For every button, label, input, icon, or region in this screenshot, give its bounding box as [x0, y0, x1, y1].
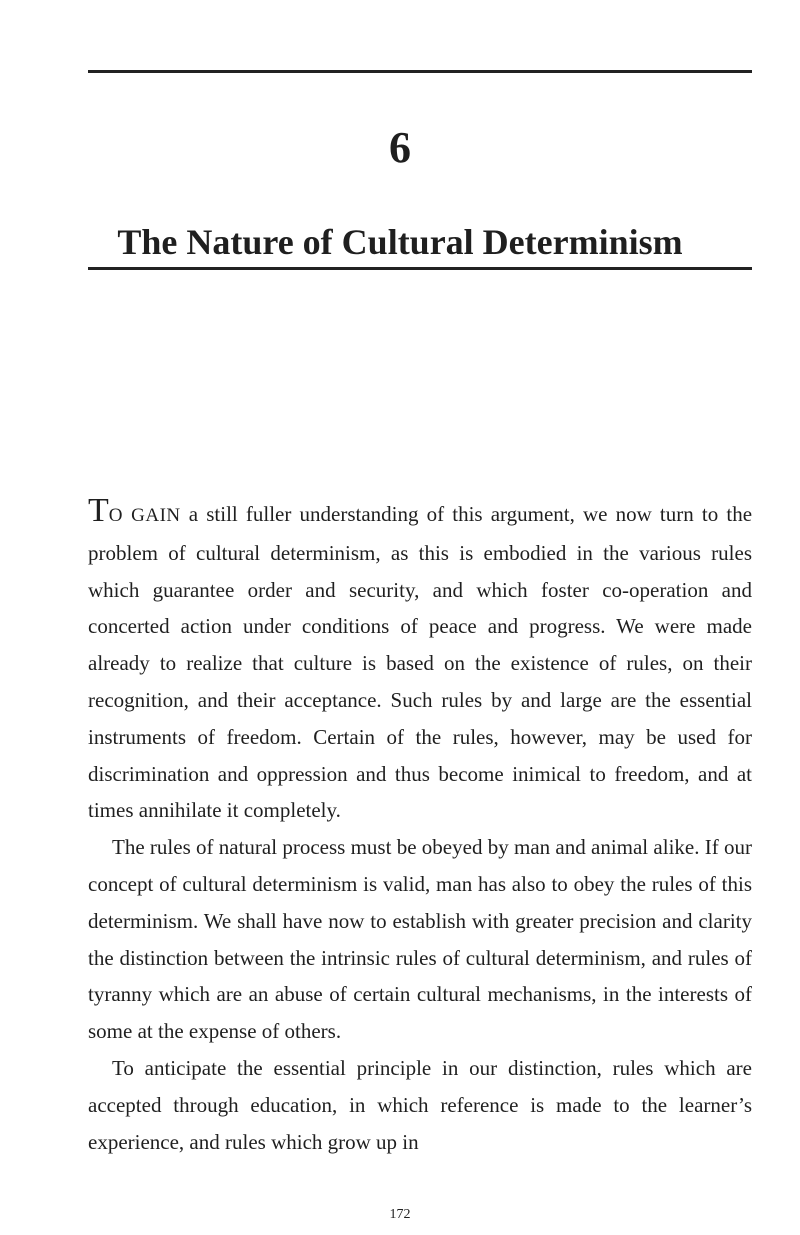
paragraph-1-text: a still fuller understanding of this argument, we now turn to the problem of cultural determinism, as this is embodied in the various rules which guarantee order and security, and which foster co-operation and concerted action under conditions of peace and progress. We were made already to realize that culture is based on the existence of rules, on their recognition, and their acceptance. Such rules by and large are the essential instruments of freedom. Certain of the rules, however, may be used for discrimination and oppression and thus become inimical to freedom, and at times annihilate it completely. [88, 502, 753, 823]
drop-cap: T [88, 492, 109, 529]
paragraph-1 [88, 492, 753, 829]
title-divider-rule [88, 267, 752, 270]
paragraph-2: The rules of natural process must be obeyed by man and animal alike. If our concept of cultural determinism is valid, man has also to obey the rules of this determinism. We shall have now to establish with greater precision and clarity the distinction between the intrinsic rules of cultural determinism, and rules of tyranny which are an abuse of certain cultural mechanisms, in the interests of some at the expense of others. [88, 835, 752, 1044]
chapter-title: The Nature of Cultural Determinism [117, 222, 683, 262]
opening-smallcaps: GAIN [131, 505, 181, 526]
chapter-number: 6 [389, 123, 411, 172]
opening-letter: O [108, 505, 124, 526]
top-rule [88, 70, 752, 73]
paragraph-3: To anticipate the essential principle in our distinction, rules which are accepted through education, in which reference is made to the learner’s experience, and rules which grow up in [88, 1055, 752, 1154]
chapter-body [88, 492, 753, 1160]
page-number: 172 [389, 1207, 411, 1222]
